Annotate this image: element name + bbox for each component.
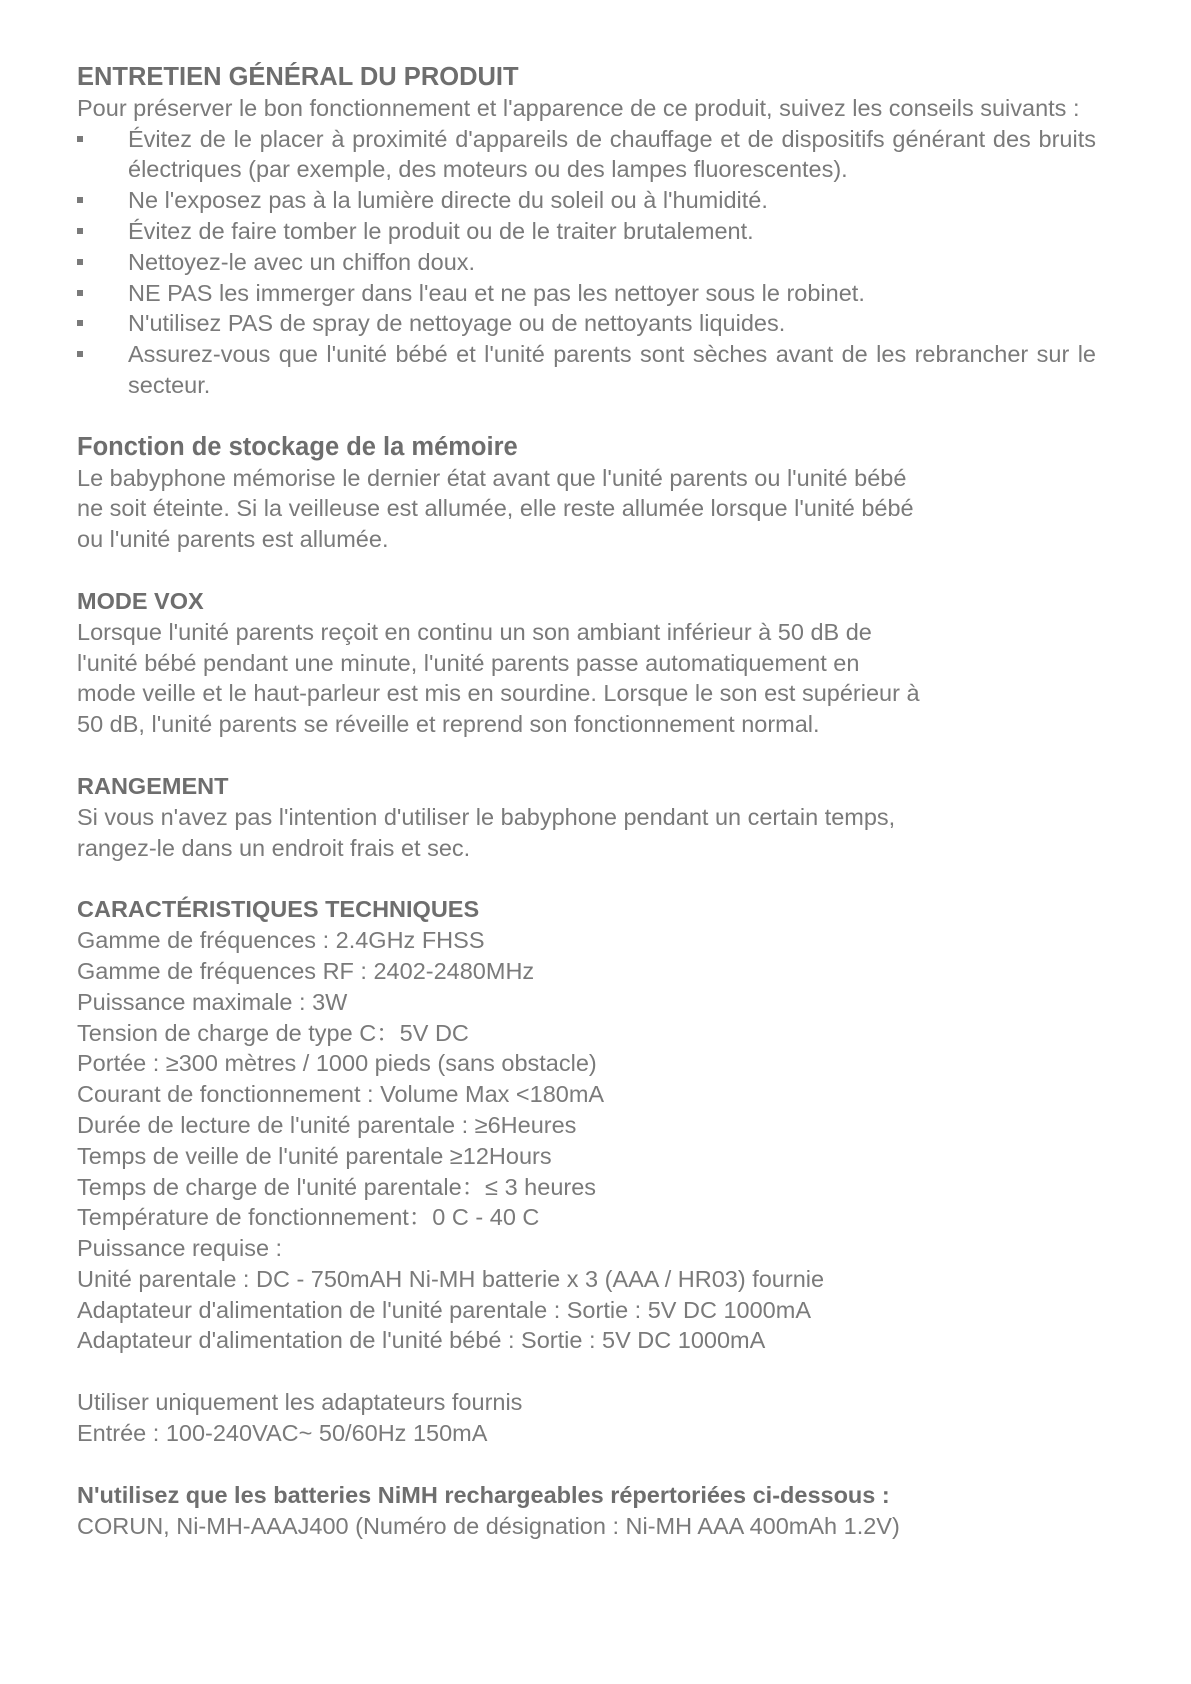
adapter-line: Utiliser uniquement les adaptateurs fournis [77, 1389, 523, 1416]
spacer [77, 1449, 1096, 1480]
spec-line: Adaptateur d'alimentation de l'unité bébé : Sortie : 5V DC 1000mA [77, 1327, 766, 1354]
memoire-line: ne soit éteinte. Si la veilleuse est allumée, elle reste allumée lorsque l'unité bébé [77, 495, 914, 522]
bullet-square-icon [77, 290, 83, 296]
spec-line: Temps de veille de l'unité parentale ≥12Hours [77, 1142, 552, 1169]
rangement-line: Si vous n'avez pas l'intention d'utiliser le babyphone pendant un certain temps, [77, 803, 896, 830]
bullet-square-icon [77, 259, 83, 265]
vox-line: l'unité bébé pendant une minute, l'unité parents passe automatiquement en [77, 649, 860, 676]
spec-line: Température de fonctionnement：0 C - 40 C [77, 1204, 540, 1231]
bullet-square-icon [77, 197, 83, 203]
bullet-square-icon [77, 136, 83, 142]
memoire-line: ou l'unité parents est allumée. [77, 526, 389, 553]
section-title-entretien: ENTRETIEN GÉNÉRAL DU PRODUIT [77, 63, 519, 91]
list-item: Ne l'exposez pas à la lumière directe du soleil ou à l'humidité. [77, 185, 1096, 216]
spec-line: Puissance maximale : 3W [77, 988, 348, 1015]
spec-line: Temps de charge de l'unité parentale：≤ 3 heures [77, 1173, 597, 1200]
spacer [77, 401, 1096, 432]
spec-line: Durée de lecture de l'unité parentale : ≥6Heures [77, 1111, 577, 1138]
list-item: Assurez-vous que l'unité bébé et l'unité parents sont sèches avant de les rebrancher sur le secteur. [77, 339, 1096, 401]
spec-line: Gamme de fréquences RF : 2402-2480MHz [77, 957, 535, 984]
spec-line: Unité parentale : DC - 750mAH Ni-MH batterie x 3 (AAA / HR03) fournie [77, 1265, 825, 1292]
spec-line: Tension de charge de type C：5V DC [77, 1019, 469, 1046]
spacer [77, 1356, 1096, 1387]
entretien-intro: Pour préserver le bon fonctionnement et l'apparence de ce produit, suivez les conseils suivants : [77, 94, 1080, 121]
memoire-line: Le babyphone mémorise le dernier état avant que l'unité parents ou l'unité bébé [77, 464, 907, 491]
bullet-square-icon [77, 351, 83, 357]
list-item: Nettoyez-le avec un chiffon doux. [77, 247, 1096, 278]
list-item: NE PAS les immerger dans l'eau et ne pas les nettoyer sous le robinet. [77, 278, 1096, 309]
section-title-rangement: RANGEMENT [77, 772, 229, 799]
bullet-square-icon [77, 320, 83, 326]
list-item: Évitez de faire tomber le produit ou de le traiter brutalement. [77, 216, 1096, 247]
spacer [77, 740, 1096, 771]
spec-line: Puissance requise : [77, 1235, 283, 1262]
rangement-line: rangez-le dans un endroit frais et sec. [77, 834, 471, 861]
spacer [77, 863, 1096, 894]
battery-note: N'utilisez que les batteries NiMH rechargeables répertoriées ci-dessous : [77, 1481, 890, 1508]
spec-line: Courant de fonctionnement : Volume Max <180mA [77, 1081, 605, 1108]
bullet-square-icon [77, 228, 83, 234]
battery-model: CORUN, Ni-MH-AAAJ400 (Numéro de désignation : Ni-MH AAA 400mAh 1.2V) [77, 1512, 900, 1539]
spec-line: Adaptateur d'alimentation de l'unité parentale : Sortie : 5V DC 1000mA [77, 1296, 811, 1323]
spec-line: Gamme de fréquences : 2.4GHz FHSS [77, 927, 485, 954]
vox-line: 50 dB, l'unité parents se réveille et reprend son fonctionnement normal. [77, 711, 820, 738]
vox-line: Lorsque l'unité parents reçoit en continu un son ambiant inférieur à 50 dB de [77, 618, 872, 645]
list-item: Évitez de le placer à proximité d'appareils de chauffage et de dispositifs générant des bruits électriques (par exemple, des moteurs ou des lampes fluorescentes). [77, 124, 1096, 186]
entretien-bullet-list [77, 124, 1096, 401]
section-title-memoire: Fonction de stockage de la mémoire [77, 432, 518, 461]
section-title-vox: MODE VOX [77, 587, 204, 614]
spec-line: Portée : ≥300 mètres / 1000 pieds (sans obstacle) [77, 1050, 597, 1077]
adapter-line: Entrée : 100-240VAC~ 50/60Hz 150mA [77, 1420, 488, 1447]
section-title-caracteristiques: CARACTÉRISTIQUES TECHNIQUES [77, 896, 480, 923]
vox-line: mode veille et le haut-parleur est mis en sourdine. Lorsque le son est supérieur à [77, 680, 920, 707]
list-item: N'utilisez PAS de spray de nettoyage ou de nettoyants liquides. [77, 308, 1096, 339]
spacer [77, 555, 1096, 586]
